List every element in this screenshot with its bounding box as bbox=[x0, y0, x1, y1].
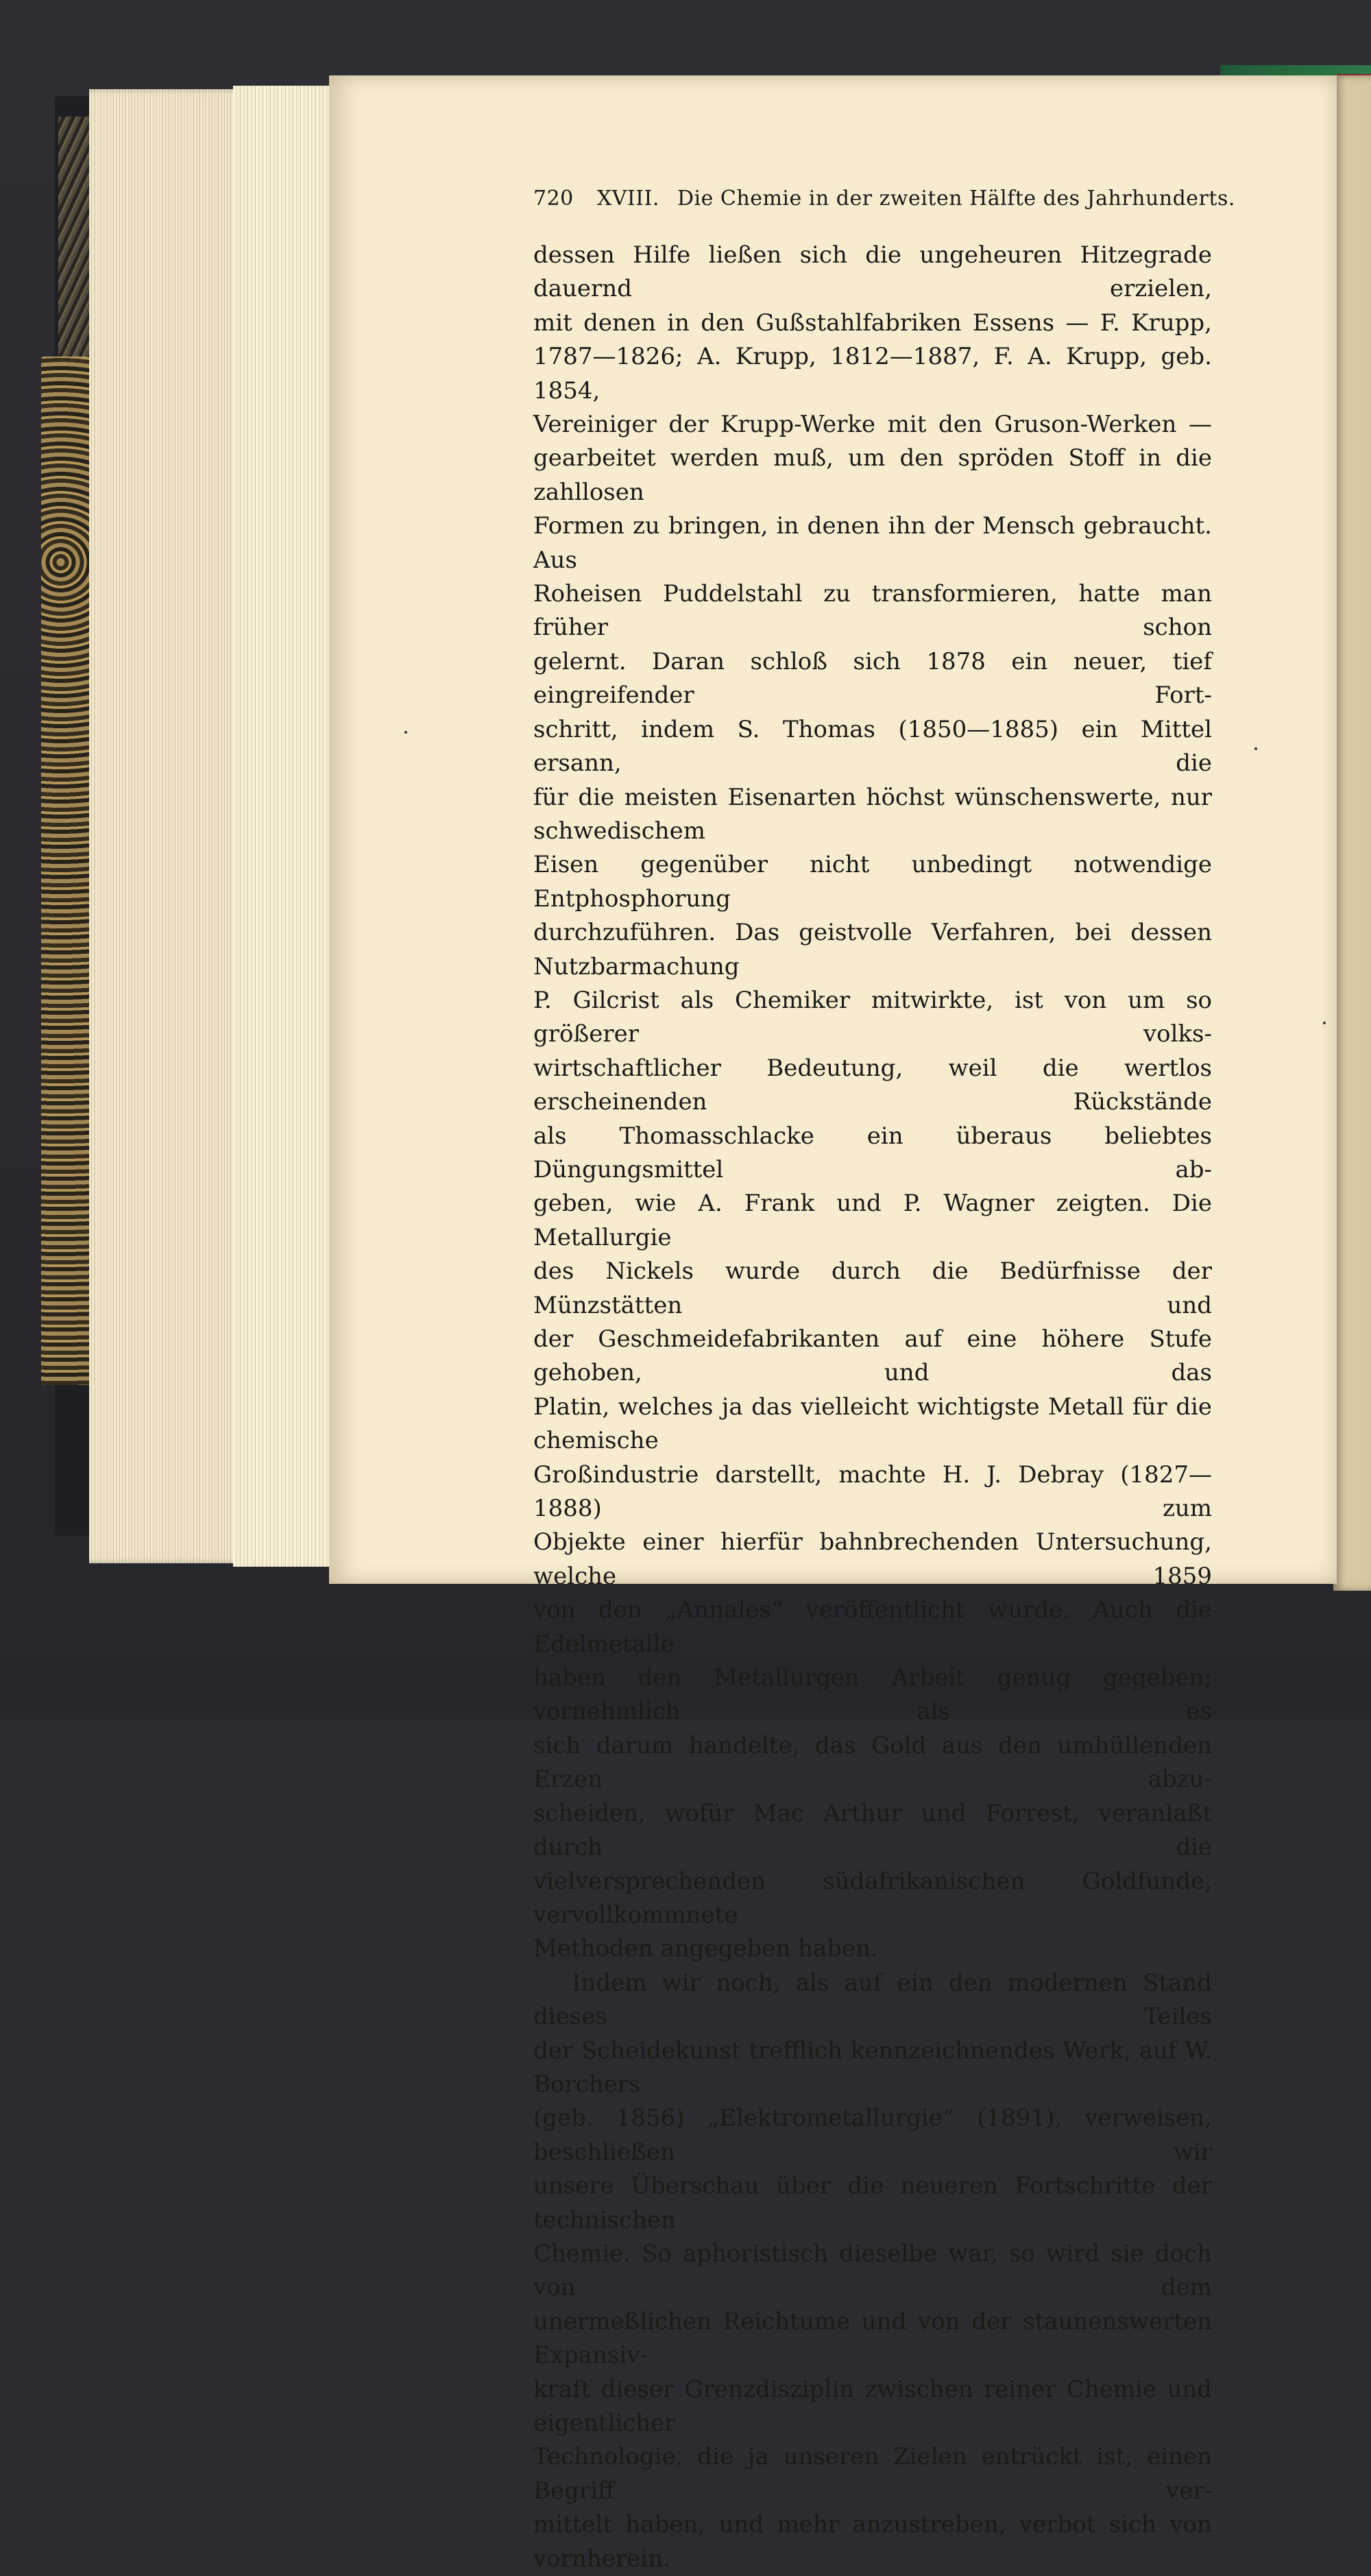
text-line: des Nickels wurde durch die Bedürfnisse der Münzstätten und bbox=[533, 1257, 1212, 1319]
body-text bbox=[533, 239, 1212, 2576]
text-line: Roheisen Puddelstahl zu transformieren, hatte man früher schon bbox=[533, 580, 1212, 642]
text-line: sich darum handelte, das Gold aus den umhüllenden Erzen abzu- bbox=[533, 1731, 1212, 1794]
page-number: 720 bbox=[533, 186, 574, 210]
text-line: Indem wir noch, als auf ein den modernen Stand dieses Teiles bbox=[533, 1969, 1212, 2031]
text-line: Eisen gegenüber nicht unbedingt notwendige Entphosphorung bbox=[533, 851, 1212, 913]
text-line: Großindustrie darstellt, machte H. J. Debray (1827—1888) zum bbox=[533, 1460, 1212, 1523]
text-line: 1787—1826; A. Krupp, 1812—1887, F. A. Krupp, geb. 1854, bbox=[533, 343, 1212, 405]
text-line: (geb. 1856) „Elektrometallurgie“ (1891), verweisen, beschließen wir bbox=[533, 2104, 1212, 2166]
text-line: mittelt haben, und mehr anzustreben, verbot sich von vornherein. bbox=[533, 2511, 1212, 2573]
chapter-number: XVIII. bbox=[596, 186, 659, 210]
text-line: für die meisten Eisenarten höchst wünschenswerte, nur schwedischem bbox=[533, 783, 1212, 845]
text-line: Technologie, die ja unseren Zielen entrückt ist, einen Begriff ver- bbox=[533, 2443, 1212, 2505]
text-line: scheiden, wofür Mac Arthur und Forrest, veranlaßt durch die bbox=[533, 1799, 1212, 1862]
text-line: Chemie. So aphoristisch dieselbe war, so wird sie doch von dem bbox=[533, 2239, 1212, 2302]
text-line: gearbeitet werden muß, um den spröden Stoff in die zahllosen bbox=[533, 444, 1212, 506]
text-line: unermeßlichen Reichtume und von der staunenswerten Expansiv- bbox=[533, 2307, 1212, 2370]
text-line: vielversprechenden südafrikanischen Goldfunde, vervollkommnete bbox=[533, 1867, 1212, 1929]
text-line: der Scheidekunst trefflich kennzeichnendes Werk, auf W. Borchers bbox=[533, 2036, 1212, 2098]
text-line: unsere Überschau über die neueren Fortschritte der technischen bbox=[533, 2172, 1212, 2234]
text-line: P. Gilcrist als Chemiker mitwirkte, ist von um so größerer volks- bbox=[533, 986, 1212, 1048]
text-line: dessen Hilfe ließen sich die ungeheuren Hitzegrade dauernd erzielen, bbox=[533, 241, 1212, 303]
text-line: kraft dieser Grenzdisziplin zwischen reiner Chemie und eigentlicher bbox=[533, 2375, 1212, 2437]
page-block-edges-inner bbox=[233, 86, 336, 1567]
facing-page-sliver bbox=[1333, 75, 1371, 1591]
text-line: der Geschmeidefabrikanten auf eine höhere Stufe gehoben, und das bbox=[533, 1325, 1212, 1387]
text-line: geben, wie A. Frank und P. Wagner zeigten. Die Metallurgie bbox=[533, 1190, 1212, 1251]
text-line: wirtschaftlicher Bedeutung, weil die wertlos erscheinenden Rückstände bbox=[533, 1054, 1212, 1116]
running-title: Die Chemie in der zweiten Hälfte des Jahrhunderts. bbox=[677, 186, 1235, 210]
text-line: Platin, welches ja das vielleicht wichtigste Metall für die chemische bbox=[533, 1393, 1212, 1455]
stray-mark bbox=[1254, 747, 1257, 750]
text-line: Methoden angegeben haben. bbox=[533, 1935, 878, 1963]
text-line: Objekte einer hierfür bahnbrechenden Untersuchung, welche 1859 bbox=[533, 1528, 1212, 1590]
stray-mark bbox=[404, 731, 407, 734]
text-line: haben den Metallurgen Arbeit genug gegeben; vornehmlich als es bbox=[533, 1664, 1212, 1726]
text-line: mit denen in den Gußstahlfabriken Essens — F. Krupp, bbox=[533, 309, 1212, 337]
stray-mark bbox=[1323, 1022, 1326, 1024]
text-line: durchzuführen. Das geistvolle Verfahren, bei dessen Nutzbarmachung bbox=[533, 919, 1212, 980]
running-header bbox=[533, 186, 1235, 210]
text-line: von den „Annales“ veröffentlicht wurde. Auch die Edelmetalle bbox=[533, 1596, 1212, 1658]
text-line: Vereiniger der Krupp-Werke mit den Gruson-Werken — bbox=[533, 411, 1212, 439]
text-line: Formen zu bringen, in denen ihn der Mensch gebraucht. Aus bbox=[533, 512, 1212, 574]
text-line: als Thomasschlacke ein überaus beliebtes Düngungsmittel ab- bbox=[533, 1122, 1212, 1183]
text-line: schritt, indem S. Thomas (1850—1885) ein Mittel ersann, die bbox=[533, 715, 1212, 778]
text-line: gelernt. Daran schloß sich 1878 ein neuer, tief eingreifender Fort- bbox=[533, 647, 1212, 710]
